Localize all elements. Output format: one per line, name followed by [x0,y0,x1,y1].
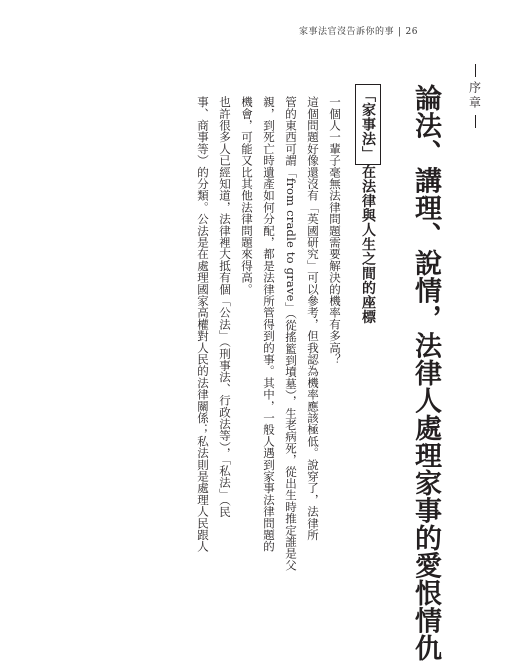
chapter-title: 論法、講理、說情，法律人處理家事的愛恨情仇 [410,84,441,662]
body-line: 親，到死亡時遺產如何分配，都是法律所管得到的事。其中，一般人遇到家事法律問題的 [262,96,276,553]
page-number: 26 [405,27,418,37]
body-line: 管的東西可謂「from cradle to grave」（從搖籃到墳墓），生老病死，從出生時推定誰是父 [284,96,298,571]
running-head [299,24,418,37]
running-head-separator: | [398,27,402,37]
section-heading [355,84,381,324]
running-head-title: 家事法官沒告訴你的事 [298,27,394,37]
section-title: 在法律與人生之間的座標 [360,164,376,324]
body-line: 機會，可能又比其他法律問題來得高。 [240,96,254,295]
body-line: 這個問題好像還沒有「英國研究」可以參考，但我認為機率應該極低。說穿了，法律所 [306,96,320,541]
chapter-label [463,64,487,128]
chapter-label-top-rule [475,64,476,77]
body-text [148,96,346,571]
body-line: 也許很多人已經知道，法律裡大抵有個「公法」（刑事法、行政法等），「私法」（民 [218,96,232,518]
body-line: 一個人一輩子毫無法律問題需要解決的機率有多高？ [328,96,342,366]
chapter-label-bottom-rule [475,115,476,128]
chapter-label-text: 序章 [467,81,482,111]
body-line: 事、商事等）的分類。公法是在處理國家高權對人民的法律關係；私法則是處理人民跟人 [196,96,210,553]
section-tag: 「家事法」 [355,84,381,165]
